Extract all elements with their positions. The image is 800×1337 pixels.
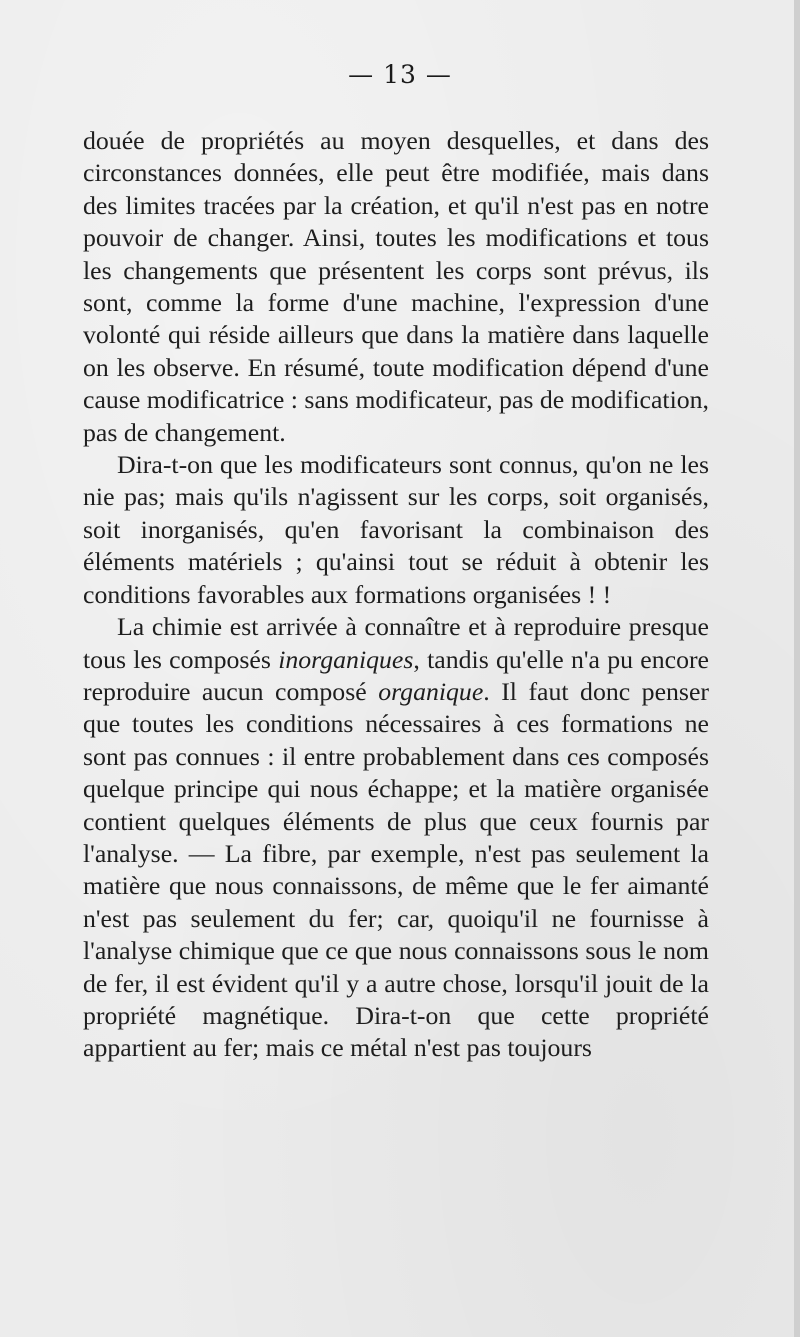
- body-text: [83, 125, 709, 1065]
- text-run: La chimie est arrivée à connaître et à reproduire presque tous les composés: [83, 612, 709, 674]
- text-run: . Il faut donc penser que toutes les conditions nécessaires à ces formations ne sont pas connues : il entre probablement dans ces composés quelque principe qui nous échappe; et la matière organisée contient quelques éléments de plus que ceux fournis par l'analyse. — La fibre, par exemple, n'est pas seulement la matière que nous connaissons, de même que le fer aimanté n'est pas seulement du fer; car, quoiqu'il ne fournisse à l'analyse chimique que ce que nous connaissons sous le nom de fer, il est évident qu'il y a autre chose, lorsqu'il jouit de la propriété magnétique. Dira-t-on que cette propriété appartient au fer; mais ce métal n'est pas toujours: [83, 676, 709, 1063]
- text-run: Dira-t-on que les modificateurs sont connus, qu'on ne les nie pas; mais qu'ils n'agissent sur les corps, soit organisés, soit inorganisés, qu'en favorisant la combinaison des éléments matériels ; qu'ainsi tout se réduit à obtenir les conditions favorables aux formations organisées ! !: [83, 450, 709, 609]
- paragraph-1: [83, 125, 709, 449]
- page-number: — 13 —: [348, 60, 452, 89]
- text-run: , tandis qu'elle n'a pu encore reproduire aucun composé: [83, 644, 710, 706]
- paragraph-3: [83, 611, 709, 1065]
- paragraph-2: [83, 449, 709, 611]
- page-edge: [794, 0, 800, 1337]
- text-run: douée de propriétés au moyen desquelles, et dans des circonstances données, elle peut être modifiée, mais dans des limites tracées par la création, et qu'il n'est pas en notre pouvoir de changer. Ainsi, toutes les modifications et tous les changements que présentent les corps sont prévus, ils sont, comme la forme d'une machine, l'expression d'une volonté qui réside ailleurs que dans la matière dans laquelle on les observe. En résumé, toute modification dépend d'une cause modificatrice : sans modificateur, pas de modification, pas de changement.: [83, 126, 709, 447]
- italic-term: organique: [378, 676, 484, 706]
- italic-term: inorganiques: [278, 644, 414, 674]
